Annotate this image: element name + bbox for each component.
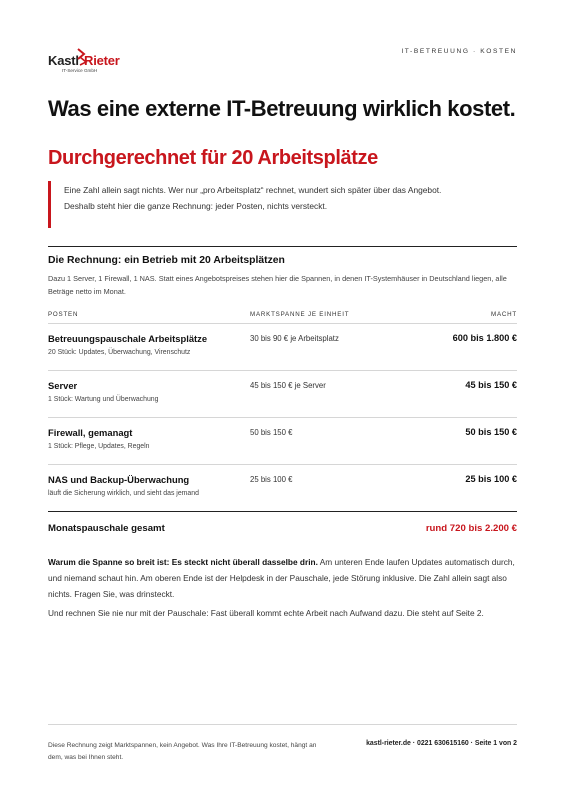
row-title: Betreuungspauschale Arbeitsplätze <box>48 333 208 344</box>
row-title: Firewall, gemanagt <box>48 427 133 438</box>
footer-contact: kastl-rieter.de · 0221 630615160 · Seite 1 von 2 <box>366 740 517 747</box>
total-label: Monatspauschale gesamt <box>48 523 165 534</box>
column-header-posten: POSTEN <box>48 311 79 318</box>
row-subtitle: 1 Stück: Wartung und Überwachung <box>48 396 159 403</box>
explanation-paragraph <box>48 554 518 602</box>
page-title: Was eine externe IT-Betreuung wirklich kostet. <box>48 96 516 121</box>
row-title: Server <box>48 380 78 391</box>
row-title: NAS und Backup-Überwachung <box>48 474 190 485</box>
footer-disclaimer: Diese Rechnung zeigt Marktspannen, kein Angebot. Was Ihre IT-Betreuung kostet, hängt an dem, was bei Ihnen steht. <box>48 742 317 761</box>
footer-divider <box>48 724 517 725</box>
logo-text-right: Rieter <box>84 53 120 68</box>
section-description: Dazu 1 Server, 1 Firewall, 1 NAS. Statt eines Angebotspreises stehen hier die Spannen, in denen IT-Systemhäuser in Deutschland liegen, alle Beträge netto im Monat. <box>48 274 507 296</box>
row-subtitle: läuft die Sicherung wirklich, und sieht das jemand <box>48 490 199 497</box>
row-market-span: 50 bis 150 € <box>250 428 293 437</box>
note-paragraph: Und rechnen Sie nie nur mit der Pauschale: Fast überall kommt echte Arbeit nach Aufwand dazu. Die steht auf Seite 2. <box>48 608 484 618</box>
row-subtitle: 20 Stück: Updates, Überwachung, Virenschutz <box>48 349 191 356</box>
table-row-divider <box>48 417 517 418</box>
table-row-divider <box>48 370 517 371</box>
row-value: 50 bis 150 € <box>465 427 517 437</box>
table-row-divider <box>48 464 517 465</box>
explanation-body: Am unteren Ende laufen Updates automatisch durch, und niemand schaut hin. Am oberen Ende ist der Helpdesk in der Pauschale, jede Störung inklusive. Die Zahl allein sagt also nichts. Fragen Sie, was drinsteckt. <box>48 557 515 599</box>
page-subtitle: Durchgerechnet für 20 Arbeitsplätze <box>48 147 378 169</box>
logo-subtitle: IT-Service GmbH <box>62 68 98 73</box>
document-kicker: IT-BETREUUNG · KOSTEN <box>401 48 517 55</box>
row-market-span: 45 bis 150 € je Server <box>250 381 326 390</box>
section-divider <box>48 246 517 247</box>
table-total-divider <box>48 511 517 512</box>
column-header-marktspanne: MARKTSPANNE JE EINHEIT <box>250 311 350 318</box>
company-logo <box>48 44 138 74</box>
row-value: 600 bis 1.800 € <box>452 333 517 343</box>
intro-accent-bar <box>48 181 51 228</box>
row-value: 25 bis 100 € <box>465 474 517 484</box>
explanation-lead: Warum die Spanne so breit ist: Es steckt nicht überall dasselbe drin. <box>48 557 318 567</box>
intro-text: Eine Zahl allein sagt nichts. Wer nur „pro Arbeitsplatz“ rechnet, wundert sich später über das Angebot. Deshalb steht hier die ganze Rechnung: jeder Posten, nichts versteckt. <box>64 185 442 211</box>
section-title: Die Rechnung: ein Betrieb mit 20 Arbeitsplätzen <box>48 255 285 266</box>
row-market-span: 30 bis 90 € je Arbeitsplatz <box>250 334 339 343</box>
row-value: 45 bis 150 € <box>465 380 517 390</box>
row-market-span: 25 bis 100 € <box>250 475 293 484</box>
table-header-divider <box>48 323 517 324</box>
row-subtitle: 1 Stück: Pflege, Updates, Regeln <box>48 443 150 450</box>
total-value: rund 720 bis 2.200 € <box>425 523 517 534</box>
logo-text-left: Kastl <box>48 53 79 68</box>
column-header-macht: MACHT <box>491 311 517 318</box>
